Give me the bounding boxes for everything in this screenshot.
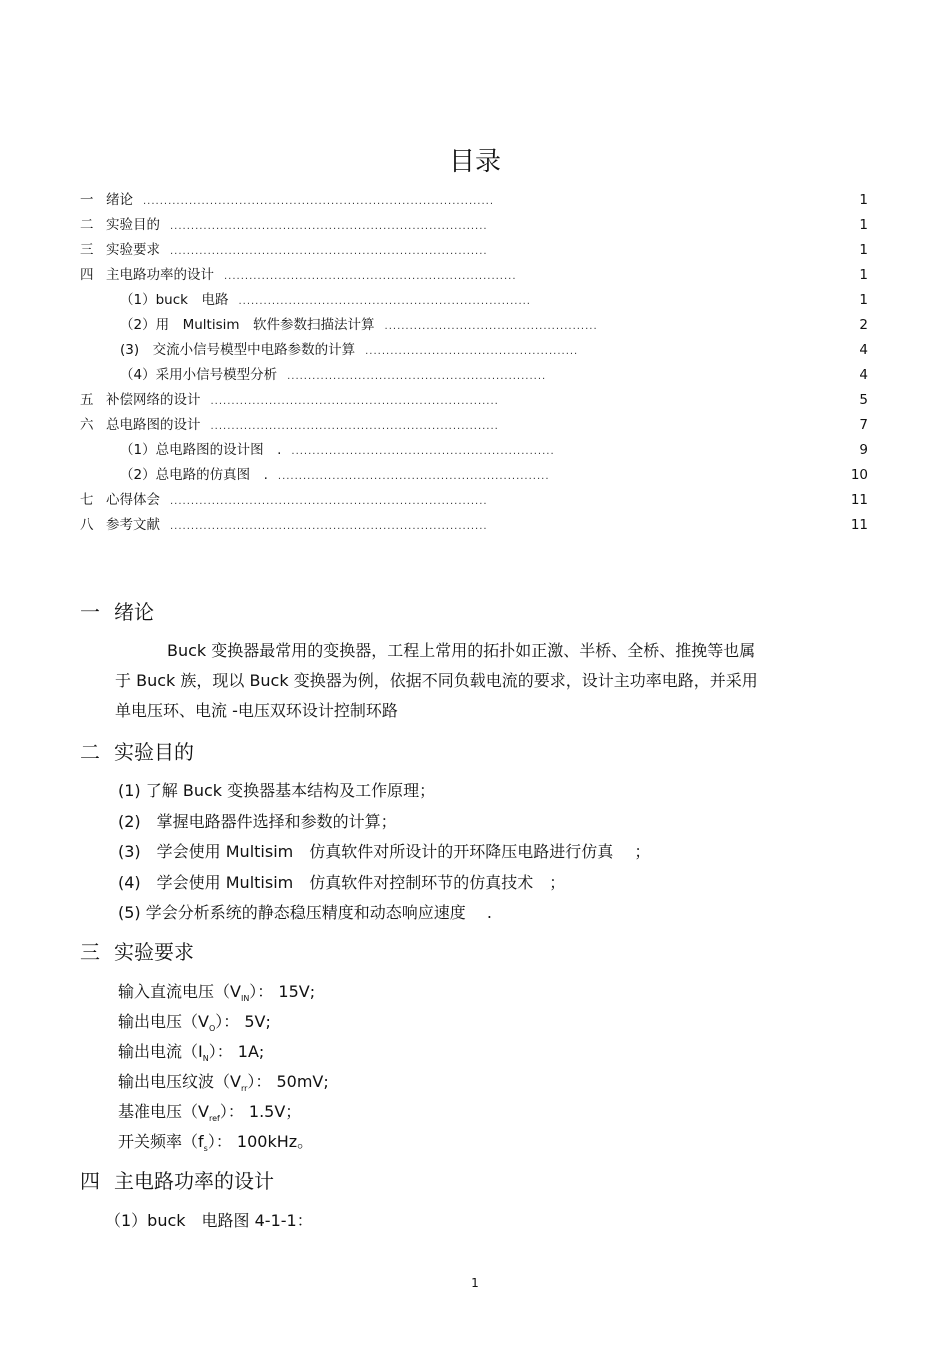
toc-leader-dots: ............................................................................	[170, 221, 488, 232]
toc-leader-dots: .....................................................................	[210, 396, 499, 407]
toc-entry-label: （1）总电路图的设计图 .	[120, 442, 282, 458]
toc-entry-number: 六	[80, 417, 94, 433]
toc-entry-label: 心得体会	[106, 492, 160, 508]
toc-leader-dots: ......................................................................	[224, 271, 517, 282]
toc-entry-label: 实验要求	[106, 242, 160, 258]
toc-title: 目录	[448, 147, 501, 177]
toc-entry-label: (3) 交流小信号模型中电路参数的计算	[120, 342, 356, 358]
section-title: 主电路功率的设计	[114, 1169, 274, 1193]
section-title: 绪论	[114, 600, 154, 624]
toc-entry-page: 9	[859, 442, 868, 458]
list-item: (2) 掌握电路器件选择和参数的计算；	[118, 811, 397, 831]
toc-leader-dots: ...................................................	[384, 321, 598, 332]
toc-leader-dots: ............................................................................	[170, 246, 488, 257]
page-number: 1	[471, 1276, 479, 1290]
toc-leader-dots: .....................................................................	[210, 421, 499, 432]
toc-entry	[80, 363, 870, 388]
toc-entry-label: 参考文献	[106, 517, 160, 533]
section-number: 三	[80, 940, 100, 964]
toc-entry	[80, 388, 870, 413]
list-item: (1) 了解 Buck 变换器基本结构及工作原理；	[118, 781, 436, 800]
toc-entry-label: 实验目的	[106, 217, 160, 233]
toc-leader-dots: ...................................................	[365, 346, 579, 357]
section-heading-requirements	[80, 938, 194, 966]
toc-entry	[80, 513, 870, 538]
requirement-item: 基准电压$(V_{ref})$： 1.5V；	[118, 1102, 302, 1124]
section-heading-design	[80, 1167, 274, 1195]
toc-entry	[80, 438, 870, 463]
toc-entry	[80, 338, 870, 363]
paragraph-line: Buck 变换器最常用的变换器，工程上常用的拓扑如正激、半桥、全桥、推挽等也属	[167, 641, 756, 660]
toc-entry-label: （2）用 Multisim 软件参数扫描法计算	[120, 317, 375, 333]
toc-entry-page: 7	[859, 417, 868, 433]
toc-entry-page: 1	[859, 192, 868, 208]
toc-entry-label: 主电路功率的设计	[106, 267, 214, 283]
toc-entry-page: 1	[859, 292, 868, 308]
purpose-list	[118, 776, 838, 929]
toc-entry	[80, 238, 870, 263]
toc-entry-number: 八	[80, 517, 94, 533]
toc-entry-number: 一	[80, 192, 94, 208]
toc-entry	[80, 488, 870, 513]
toc-leader-dots: ...............................................................	[291, 446, 555, 457]
toc-entry-page: 10	[850, 467, 868, 483]
requirement-item: 开关频率$(f_s)$： 100kHz。	[118, 1132, 314, 1154]
toc-entry-label: 总电路图的设计	[106, 417, 201, 433]
toc-entry-number: 五	[80, 392, 94, 408]
requirements-list	[118, 977, 838, 1157]
toc-leader-dots: .................................................................	[277, 471, 550, 482]
toc-entry	[80, 463, 870, 488]
section-title: 实验要求	[114, 940, 194, 964]
toc-entry-page: 4	[859, 342, 868, 358]
toc-entry-number: 三	[80, 242, 94, 258]
toc-entry-page: 11	[850, 517, 868, 533]
requirement-item: 输出电流$(I_N)$： 1A;	[118, 1042, 265, 1064]
requirement-item: 输出电压纹波$(V_{rr})$： 50mV;	[118, 1072, 329, 1094]
toc-entry	[80, 263, 870, 288]
toc-entry-page: 11	[850, 492, 868, 508]
list-item: (3) 学会使用 Multisim 仿真软件对所设计的开环降压电路进行仿真 ；	[118, 842, 651, 861]
subsection-heading: （1）buck 电路图 4-1-1：	[105, 1211, 313, 1230]
toc-entry-label: 补偿网络的设计	[106, 392, 201, 408]
requirement-item: 输入直流电压$(V_{IN})$： 15V;	[118, 982, 316, 1004]
toc-entry	[80, 313, 870, 338]
toc-leader-dots: ......................................................................	[238, 296, 531, 307]
section-heading-purpose	[80, 738, 194, 766]
toc-entry-page: 1	[859, 242, 868, 258]
toc-entry-page: 5	[859, 392, 868, 408]
toc-entry-page: 4	[859, 367, 868, 383]
section-number: 一	[80, 600, 100, 624]
toc-leader-dots: ....................................................................................	[143, 196, 495, 207]
toc-entry-page: 1	[859, 217, 868, 233]
toc-entry-label: （2）总电路的仿真图 .	[120, 467, 268, 483]
paragraph-line: 单电压环、电流 -电压双环设计控制环路	[115, 701, 398, 720]
toc-entry-label: （4）采用小信号模型分析	[120, 367, 278, 383]
toc-entry-number: 四	[80, 267, 94, 283]
toc-entry	[80, 213, 870, 238]
paragraph-line: 于 Buck 族，现以 Buck 变换器为例，依据不同负载电流的要求，设计主功率电路，并采用	[115, 671, 758, 690]
section-number: 二	[80, 740, 100, 764]
toc-entry-number: 七	[80, 492, 94, 508]
list-item: (5) 学会分析系统的静态稳压精度和动态响应速度 .	[118, 903, 492, 922]
toc-leader-dots: ............................................................................	[170, 521, 488, 532]
requirement-item: 输出电压$(V_O)$： 5V;	[118, 1012, 271, 1034]
toc-entry-page: 2	[859, 317, 868, 333]
list-item: (4) 学会使用 Multisim 仿真软件对控制环节的仿真技术 ；	[118, 872, 566, 892]
toc-entry-number: 二	[80, 217, 94, 233]
toc-entry-label: （1）buck 电路	[120, 292, 229, 308]
toc-entry	[80, 288, 870, 313]
intro-paragraph	[115, 636, 835, 726]
toc-entry-label: 绪论	[106, 192, 133, 208]
toc-entry-page: 1	[859, 267, 868, 283]
table-of-contents	[80, 188, 870, 538]
toc-leader-dots: ..............................................................	[287, 371, 547, 382]
section-title: 实验目的	[114, 740, 194, 764]
toc-leader-dots: ............................................................................	[170, 496, 488, 507]
toc-entry	[80, 188, 870, 213]
section-heading-intro	[80, 598, 154, 626]
toc-entry	[80, 413, 870, 438]
section-number: 四	[80, 1169, 100, 1193]
